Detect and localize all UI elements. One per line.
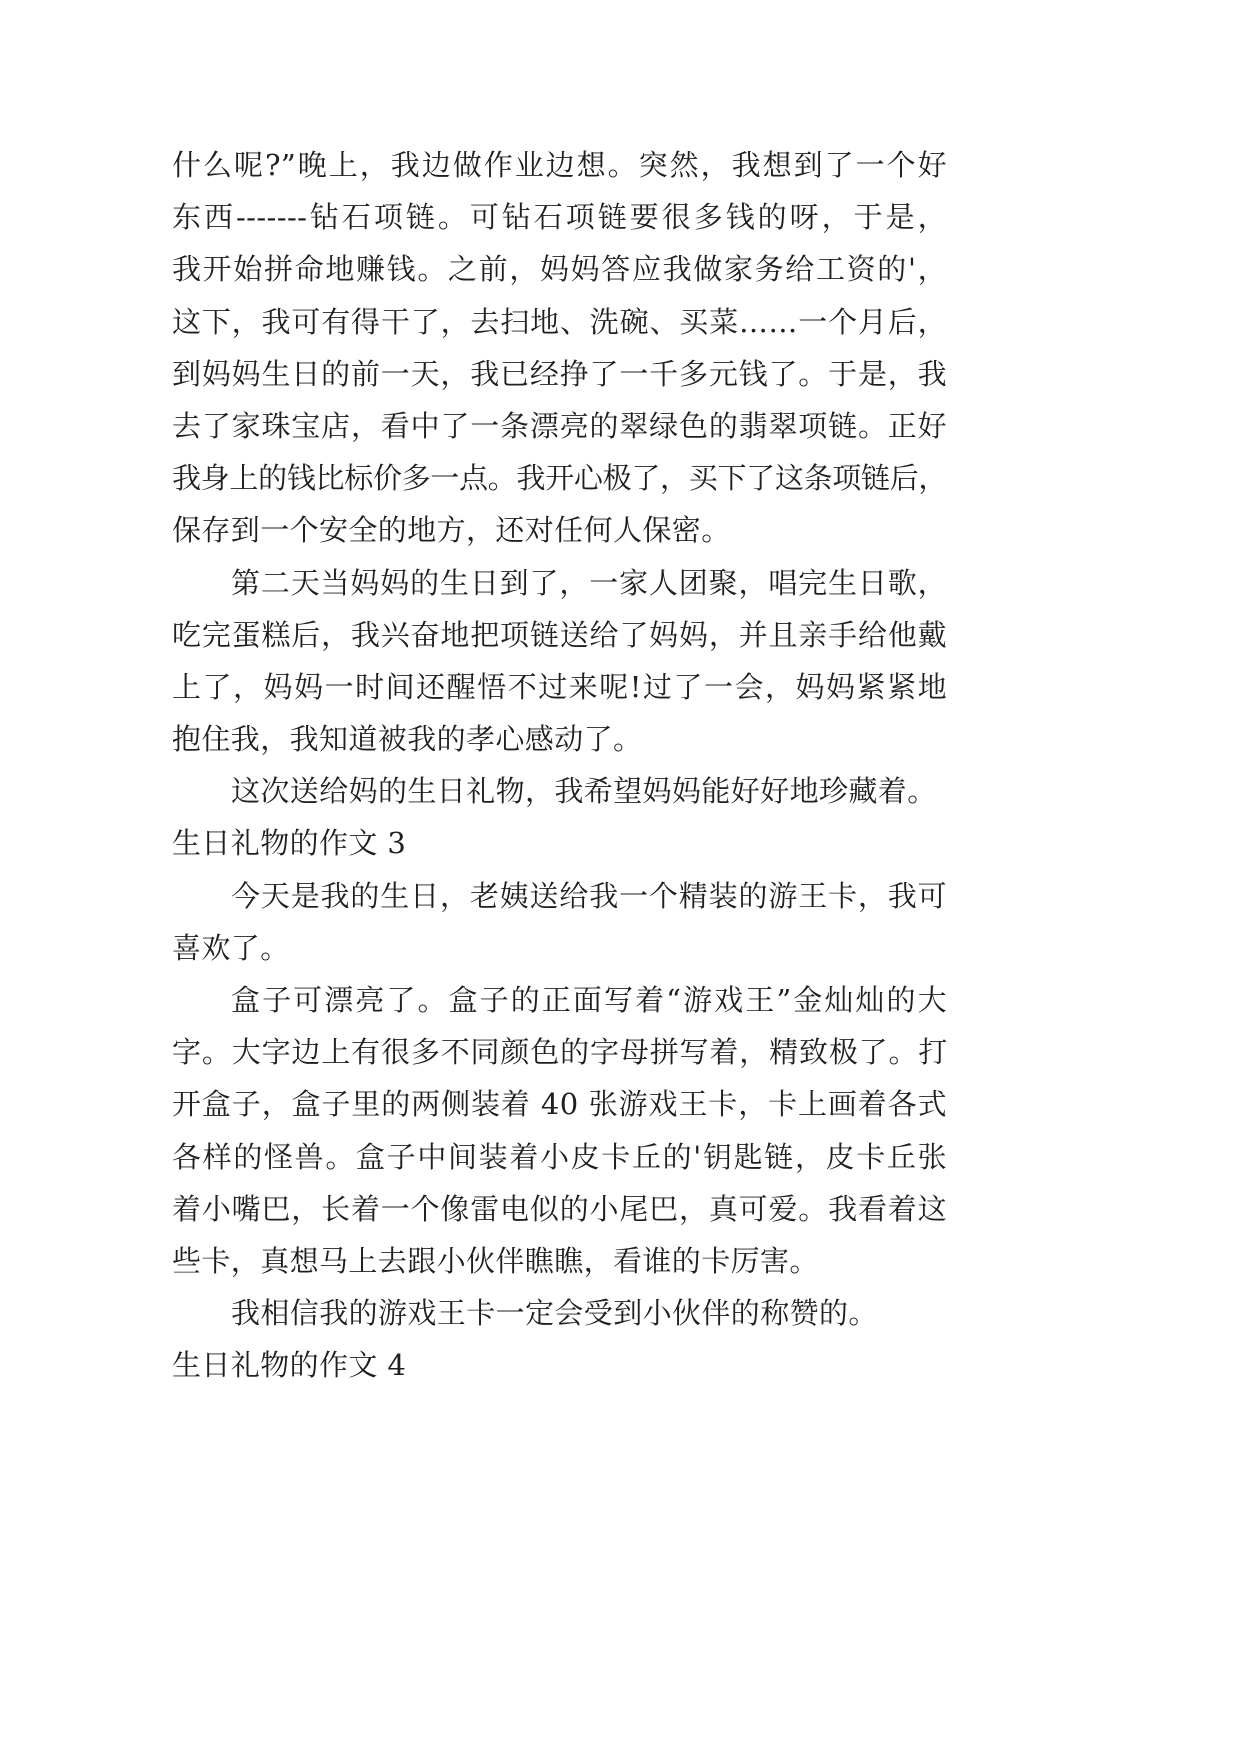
section-essay-3 (172, 817, 947, 1339)
section-essay-4 (172, 1339, 947, 1391)
text-line: 抱住我，我知道被我的孝心感动了。 (172, 722, 643, 757)
document-body (172, 139, 947, 1392)
text-line: 些卡，真想马上去跟小伙伴瞧瞧，看谁的卡厉害。 (172, 1243, 819, 1278)
text-line: 东西-------钻石项链。可钻石项链要很多钱的呀，于是， (172, 200, 947, 235)
section-continued (172, 139, 947, 817)
text-line: 到妈妈生日的前一天，我已经挣了一千多元钱了。于是，我 (172, 356, 947, 391)
text-line: 这次送给妈的生日礼物，我希望妈妈能好好地珍藏着。 (231, 774, 937, 809)
text-line: 吃完蛋糕后，我兴奋地把项链送给了妈妈，并且亲手给他戴 (172, 617, 947, 652)
paragraph (172, 557, 947, 766)
text-line: 去了家珠宝店，看中了一条漂亮的翠绿色的翡翠项链。正好 (172, 408, 947, 443)
text-line: 着小嘴巴，长着一个像雷电似的小尾巴，真可爱。我看着这 (172, 1191, 947, 1226)
text-line: 上了，妈妈一时间还醒悟不过来呢!过了一会，妈妈紧紧地 (172, 669, 947, 704)
text-line: 今天是我的生日，老姨送给我一个精装的游王卡，我可 (231, 878, 947, 913)
text-line: 我开始拼命地赚钱。之前，妈妈答应我做家务给工资的'， (172, 252, 947, 287)
paragraph (172, 974, 947, 1287)
text-line: 盒子可漂亮了。盒子的正面写着“游戏王”金灿灿的大 (231, 983, 947, 1017)
paragraph (172, 870, 947, 974)
text-line: 这下，我可有得干了，去扫地、洗碗、买菜……一个月后， (172, 304, 947, 339)
text-line: 开盒子，盒子里的两侧装着 40 张游戏王卡，卡上画着各式 (172, 1087, 947, 1122)
paragraph (172, 765, 947, 817)
paragraph (172, 1287, 947, 1339)
text-line: 我身上的钱比标价多一点。我开心极了，买下了这条项链后， (172, 461, 947, 496)
text-line: 各样的怪兽。盒子中间装着小皮卡丘的'钥匙链，皮卡丘张 (172, 1139, 947, 1174)
paragraph (172, 139, 947, 557)
text-line: 我相信我的游戏王卡一定会受到小伙伴的称赞的。 (231, 1296, 878, 1331)
text-line: 字。大字边上有很多不同颜色的字母拼写着，精致极了。打 (172, 1035, 947, 1070)
text-line: 喜欢了。 (172, 930, 290, 965)
text-line: 保存到一个安全的地方，还对任何人保密。 (172, 513, 731, 548)
text-line: 第二天当妈妈的生日到了，一家人团聚，唱完生日歌， (231, 565, 947, 600)
text-line: 什么呢?”晚上，我边做作业边想。突然，我想到了一个好 (172, 148, 947, 182)
section-heading: 生日礼物的作文 3 (172, 826, 407, 861)
section-heading: 生日礼物的作文 4 (172, 1348, 407, 1383)
